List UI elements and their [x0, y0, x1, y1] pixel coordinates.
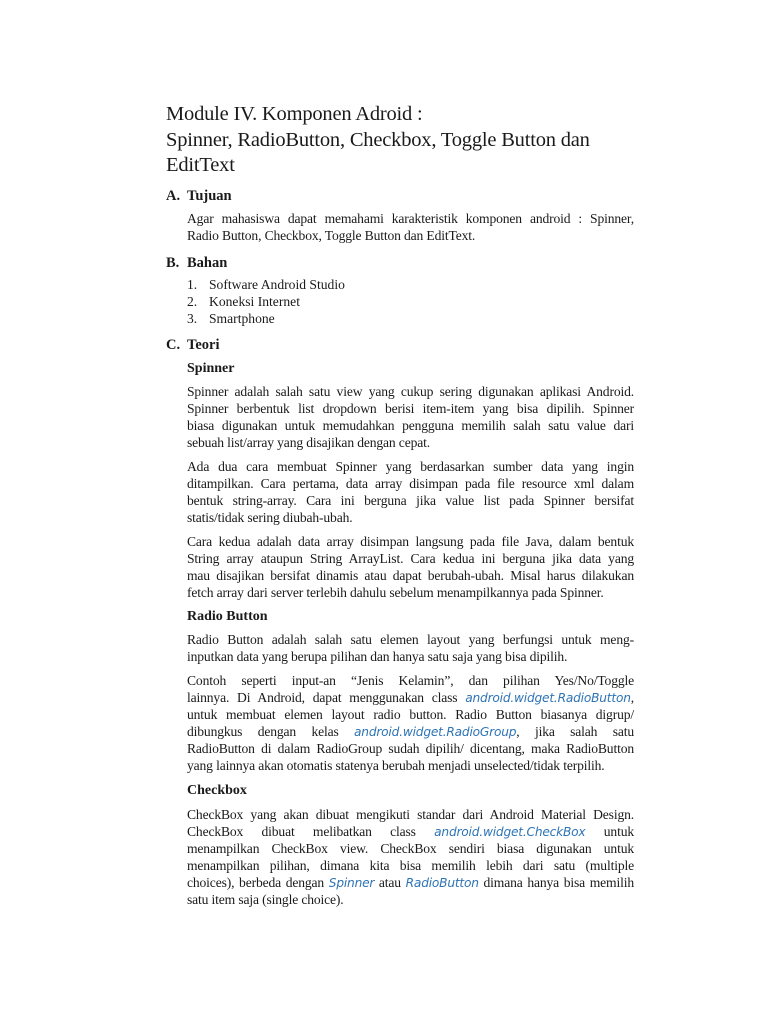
text-run: untuk: [585, 823, 634, 839]
spinner-paragraph-3: [187, 534, 634, 602]
title-line-2: Spinner, RadioButton, Checkbox, Toggle Button dan: [166, 128, 590, 151]
list-number: 3.: [187, 310, 198, 326]
paragraph-line: String array ataupun String ArrayList. Cara kedua ini berguna jika data yang: [187, 550, 634, 566]
page-title: [166, 102, 646, 179]
paragraph-line: Spinner adalah salah satu view yang cukup sering digunakan aplikasi Android.: [187, 384, 634, 399]
code-radiogroup-class: android.widget.RadioGroup: [354, 724, 517, 739]
radio-paragraph-1: [187, 632, 634, 666]
paragraph-line: Cara kedua adalah data array disimpan langsung pada file Java, dalam bentuk: [187, 534, 634, 549]
text-run: dibungkus dengan kelas: [187, 723, 355, 739]
paragraph-line: Radio Button, Checkbox, Toggle Button dan EditText.: [187, 227, 476, 243]
code-spinner-class: Spinner: [328, 875, 375, 890]
paragraph-line: [187, 824, 634, 841]
spinner-paragraph-2: [187, 459, 634, 527]
list-item: [187, 311, 627, 328]
title-line-1: Module IV. Komponen Adroid :: [166, 103, 423, 125]
paragraph-line: Contoh seperti input-an “Jenis Kelamin”, dan pilihan Yes/No/Toggle: [187, 673, 634, 688]
list-text: Koneksi Internet: [209, 293, 300, 309]
list-item: [187, 277, 627, 294]
paragraph-line: [187, 875, 634, 892]
paragraph-line: biasa digunakan untuk memudahkan pengguna memilih salah satu value dari: [187, 417, 634, 433]
text-run: dimana hanya bisa memilih: [478, 874, 634, 890]
section-c-title: Teori: [187, 337, 220, 353]
text-run: , jika salah satu: [516, 723, 634, 739]
section-b-title: Bahan: [187, 255, 228, 271]
checkbox-paragraph: [187, 807, 634, 908]
text-run: ,: [630, 689, 634, 705]
paragraph-line: RadioButton di dalam RadioGroup sudah dipilih/ dicentang, maka RadioButton: [187, 740, 634, 756]
list-text: Software Android Studio: [209, 277, 345, 292]
paragraph-line: mau disajikan bersifat dinamis atau dapat berubah-ubah. Misal harus dilakukan: [187, 567, 634, 583]
paragraph-line: fetch array dari server terlebih dahulu sebelum menampilkannya pada Spinner.: [187, 584, 604, 600]
spinner-paragraph-1: [187, 384, 634, 452]
paragraph-line: [187, 690, 634, 707]
radio-button-subheading: Radio Button: [187, 609, 268, 624]
title-line-3: EditText: [166, 154, 235, 176]
paragraph-line: menampilkan pilihan, dimana kita bisa memilih lebih dari satu (multiple: [187, 857, 634, 873]
paragraph-line: Radio Button adalah salah satu elemen layout yang berfungsi untuk meng-: [187, 632, 634, 647]
paragraph-line: Ada dua cara membuat Spinner yang berdasarkan sumber data yang ingin: [187, 459, 634, 474]
materials-list: [187, 277, 627, 328]
text-run: CheckBox dibuat melibatkan class: [187, 823, 435, 839]
paragraph-line: Spinner berbentuk list dropdown berisi item-item yang bisa dipilih. Spinner: [187, 400, 634, 416]
paragraph-line: satu item saja (single choice).: [187, 891, 344, 907]
code-radiobutton-ref: RadioButton: [405, 875, 479, 890]
section-a-heading: [166, 187, 232, 205]
paragraph-line: menampilkan CheckBox view. CheckBox sendiri biasa digunakan untuk: [187, 840, 634, 856]
paragraph-line: CheckBox yang akan dibuat mengikuti standar dari Android Material Design.: [187, 807, 634, 822]
radio-paragraph-2: [187, 673, 634, 774]
paragraph-line: Agar mahasiswa dapat memahami karakteristik komponen android : Spinner,: [187, 211, 634, 226]
section-c-letter: C.: [166, 337, 181, 353]
code-radiobutton-class: android.widget.RadioButton: [465, 690, 631, 705]
paragraph-line: inputkan data yang berupa pilihan dan hanya satu saja yang bisa dipilih.: [187, 648, 568, 664]
paragraph-line: statis/tidak sering diubah-ubah.: [187, 509, 353, 525]
section-a-title: Tujuan: [187, 188, 232, 204]
section-b-letter: B.: [166, 255, 180, 271]
section-a-paragraph: [187, 211, 634, 245]
text-run: atau: [374, 874, 406, 890]
section-b-heading: [166, 254, 227, 272]
paragraph-line: yang lainnya akan otomatis statenya berubah menjadi unselected/tidak terpilih.: [187, 757, 605, 773]
paragraph-line: bentuk string-array. Cara ini berguna jika value list pada Spinner bersifat: [187, 492, 634, 508]
paragraph-line: untuk membuat elemen layout radio button. Radio Button biasanya digrup/: [187, 706, 634, 722]
code-checkbox-class: android.widget.CheckBox: [434, 824, 586, 839]
spinner-subheading: Spinner: [187, 361, 235, 376]
section-c-heading: [166, 336, 220, 354]
text-run: choices), berbeda dengan: [187, 874, 329, 890]
section-a-letter: A.: [166, 188, 181, 204]
list-number: 2.: [187, 293, 198, 309]
paragraph-line: sebuah list/array yang disajikan dengan cepat.: [187, 434, 430, 450]
text-run: lainnya. Di Android, dapat menggunakan class: [187, 689, 466, 705]
paragraph-line: ditampilkan. Cara pertama, data array disimpan pada file resource xml dalam: [187, 475, 634, 491]
list-number: 1.: [187, 277, 198, 292]
list-text: Smartphone: [209, 310, 275, 326]
paragraph-line: [187, 724, 634, 741]
checkbox-subheading: Checkbox: [187, 783, 247, 798]
list-item: [187, 294, 627, 311]
